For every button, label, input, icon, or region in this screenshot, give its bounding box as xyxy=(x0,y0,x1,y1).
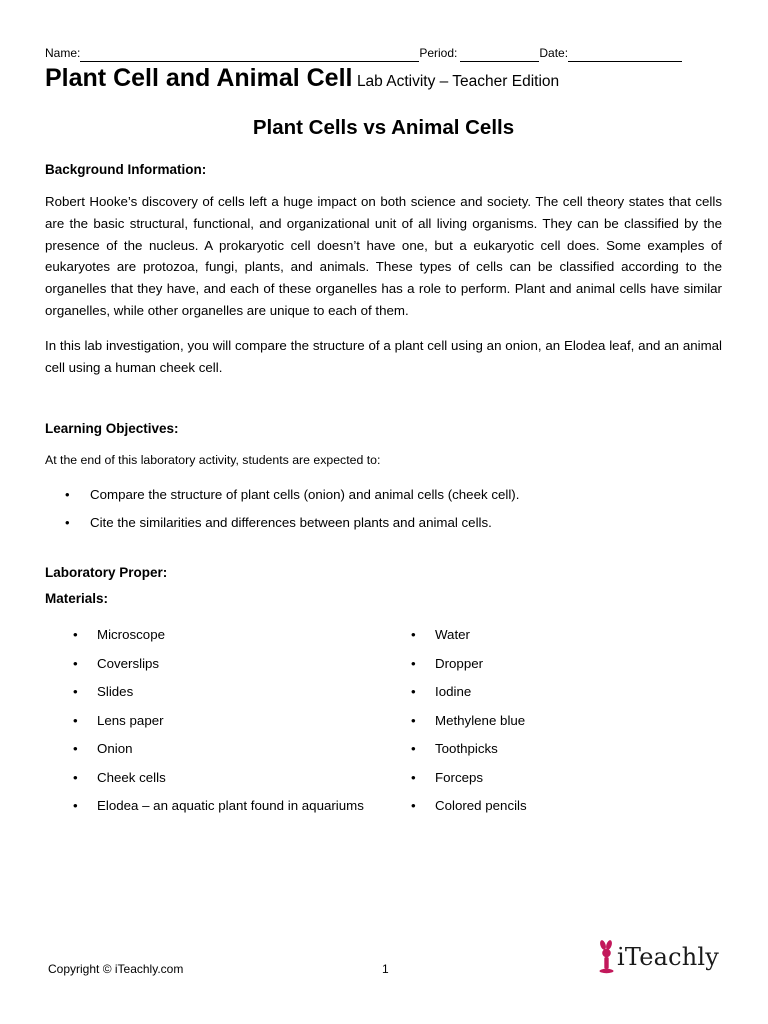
bullet-icon: • xyxy=(65,487,70,503)
page-number: 1 xyxy=(382,962,389,976)
bullet-icon: • xyxy=(73,712,78,728)
list-item xyxy=(385,739,527,768)
materials-columns xyxy=(45,625,722,825)
worksheet-subtitle: Lab Activity – Teacher Edition xyxy=(356,73,560,90)
bullet-icon: • xyxy=(411,655,416,671)
bullet-icon: • xyxy=(411,684,416,700)
bullet-icon: • xyxy=(73,769,78,785)
materials-list-left xyxy=(45,625,385,825)
bullet-icon: • xyxy=(73,741,78,757)
list-item xyxy=(45,654,385,683)
iteachly-logo xyxy=(598,940,719,974)
objectives-list xyxy=(45,485,722,533)
bullet-icon: • xyxy=(65,515,70,531)
student-info-row xyxy=(45,44,722,62)
material-text: Cheek cells xyxy=(97,769,166,785)
background-paragraph-2: In this lab investigation, you will compare the structure of a plant cell using an onion, an Elodea leaf, and an animal cell using a human cheek cell. xyxy=(45,337,722,375)
bullet-icon: • xyxy=(73,684,78,700)
objectives-heading: Learning Objectives: xyxy=(45,421,179,437)
material-text: Forceps xyxy=(435,769,484,785)
background-heading: Background Information: xyxy=(45,162,207,177)
objective-text: Cite the similarities and differences between plants and animal cells. xyxy=(90,515,492,531)
document-title: Plant Cells vs Animal Cells xyxy=(252,116,515,139)
name-label: Name: xyxy=(45,46,81,60)
period-blank xyxy=(460,48,539,62)
bullet-icon: • xyxy=(411,798,416,814)
objective-text: Compare the structure of plant cells (onion) and animal cells (cheek cell). xyxy=(90,487,520,503)
rabbit-icon xyxy=(598,940,616,974)
material-text: Toothpicks xyxy=(435,741,498,757)
date-blank xyxy=(568,48,682,62)
material-text: Onion xyxy=(97,741,133,757)
list-item xyxy=(385,625,527,654)
material-text: Lens paper xyxy=(97,712,164,728)
material-text: Colored pencils xyxy=(435,798,527,814)
bullet-icon: • xyxy=(73,798,78,814)
date-label: Date: xyxy=(539,46,569,60)
bullet-icon: • xyxy=(73,627,78,643)
bullet-icon: • xyxy=(73,655,78,671)
bullet-icon: • xyxy=(411,627,416,643)
material-text: Elodea – an aquatic plant found in aquariums xyxy=(97,798,364,814)
list-item xyxy=(45,711,385,740)
list-item xyxy=(45,739,385,768)
material-text: Slides xyxy=(97,684,134,700)
list-item xyxy=(45,796,385,825)
list-item xyxy=(45,682,385,711)
objectives-intro: At the end of this laboratory activity, students are expected to: xyxy=(45,453,381,468)
period-label: Period: xyxy=(419,46,458,60)
list-item xyxy=(385,654,527,683)
background-paragraph-1: Robert Hooke’s discovery of cells left a huge impact on both science and society. The cell theory states that cells are the basic structural, functional, and organizational unit of all living organisms. They can be classified by the presence of the nucleus. A prokaryotic cell doesn’t have one, but a eukaryotic cell does. Some examples of eukaryotes are protozoa, fungi, plants, and animals. These types of cells can be classified according to the organelles that they have, and each of these organelles has a role to perform. Plant and animal cells have similar organelles, while other organelles are unique to each of them. xyxy=(45,194,722,318)
material-text: Methylene blue xyxy=(435,712,526,728)
list-item xyxy=(385,682,527,711)
bullet-icon: • xyxy=(411,741,416,757)
bullet-icon: • xyxy=(411,712,416,728)
document-page xyxy=(45,44,722,825)
footer-copyright: Copyright © iTeachly.com xyxy=(48,962,184,976)
material-text: Coverslips xyxy=(97,655,160,671)
material-text: Dropper xyxy=(435,655,484,671)
materials-list-right xyxy=(385,625,527,825)
list-item xyxy=(45,513,722,533)
list-item xyxy=(45,485,722,505)
name-blank xyxy=(80,48,419,62)
material-text: Iodine xyxy=(435,684,472,700)
list-item xyxy=(385,711,527,740)
bullet-icon: • xyxy=(411,769,416,785)
list-item xyxy=(45,768,385,797)
list-item xyxy=(385,768,527,797)
material-text: Water xyxy=(435,627,470,643)
list-item xyxy=(385,796,527,825)
materials-heading: Materials: xyxy=(45,591,109,607)
logo-text: iTeachly xyxy=(617,943,720,971)
list-item xyxy=(45,625,385,654)
worksheet-title: Plant Cell and Animal Cell xyxy=(45,64,353,92)
title-row xyxy=(45,64,722,93)
material-text: Microscope xyxy=(97,627,165,643)
laboratory-heading: Laboratory Proper: xyxy=(45,565,168,581)
